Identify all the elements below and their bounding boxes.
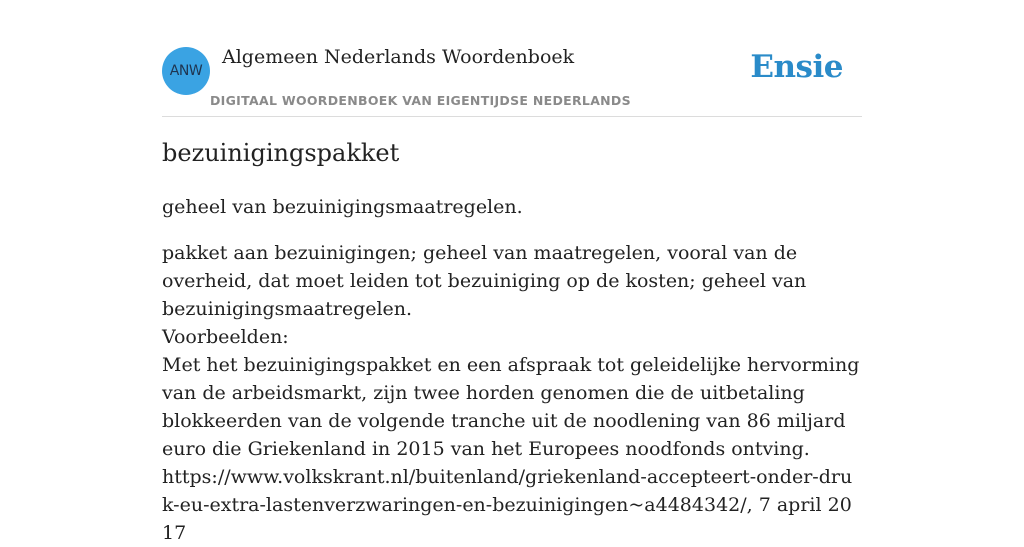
- examples-label: Voorbeelden:: [162, 326, 289, 348]
- entry-headword: bezuinigingspakket: [162, 139, 400, 167]
- page: [162, 0, 862, 544]
- examples-section: [162, 323, 862, 547]
- dictionary-title[interactable]: Algemeen Nederlands Woordenboek: [222, 46, 575, 68]
- site-header: [162, 0, 862, 117]
- ensie-logo-link[interactable]: Ensie: [750, 49, 843, 85]
- entry-summary: geheel van bezuinigingsmaatregelen.: [162, 196, 523, 218]
- dictionary-subtitle: DIGITAAL WOORDENBOEK VAN EIGENTIJDSE NEDERLANDS: [210, 93, 631, 108]
- example-text: Met het bezuinigingspakket en een afspraak tot geleidelijke hervorming van de arbeidsmarkt, zijn twee horden genomen die de uitbetaling blokkeerden van de volgende tranche uit de noodlening van 86 miljard euro die Griekenland in 2015 van het Europees noodfonds ontving.: [162, 354, 860, 460]
- example-source-link[interactable]: https://www.volkskrant.nl/buitenland/griekenland-accepteert-onder-druk-eu-extra-lastenverzwaringen-en-bezuinigingen~a4484342/, 7 april 2017: [162, 466, 853, 544]
- anw-logo[interactable]: ANW: [162, 47, 210, 95]
- entry-definition: pakket aan bezuinigingen; geheel van maatregelen, vooral van de overheid, dat moet leiden tot bezuiniging op de kosten; geheel van bezuinigingsmaatregelen.: [162, 242, 807, 320]
